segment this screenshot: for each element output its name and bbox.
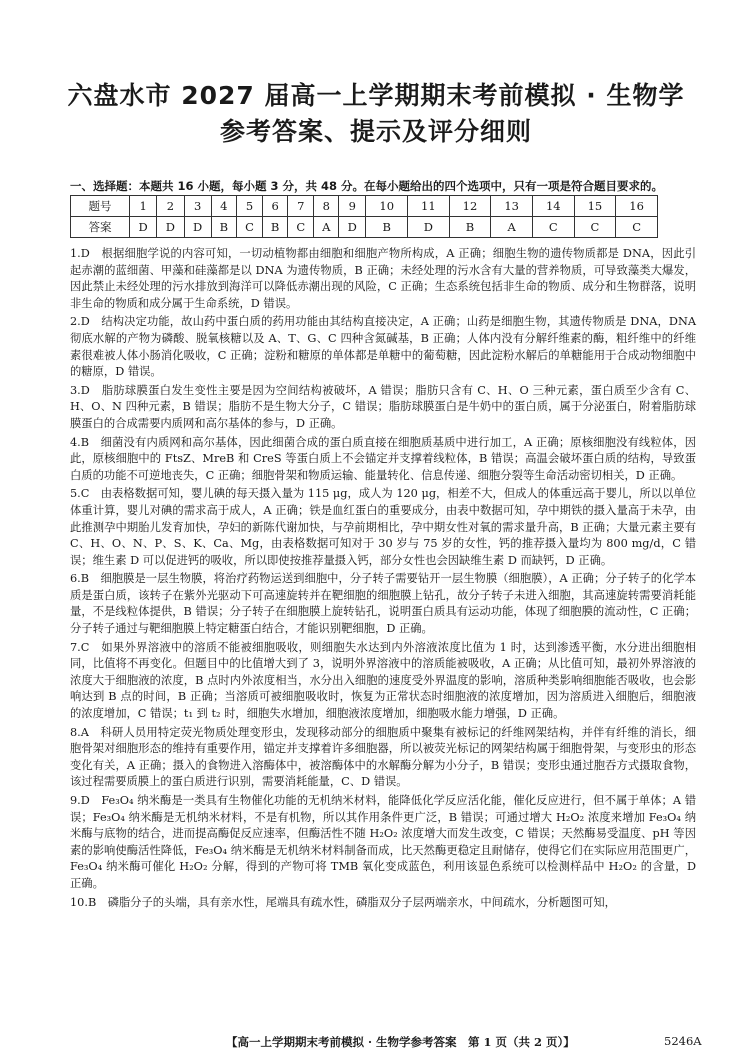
question-number: 2 xyxy=(157,196,184,217)
answer-cell: D xyxy=(408,217,450,238)
answer-cell: C xyxy=(288,217,314,238)
answer-cell: A xyxy=(314,217,339,238)
question-number: 7 xyxy=(288,196,314,217)
question-number: 8 xyxy=(314,196,339,217)
answer-cell: A xyxy=(491,217,533,238)
question-number: 10 xyxy=(366,196,408,217)
question-number: 15 xyxy=(574,196,616,217)
question-number: 5 xyxy=(236,196,262,217)
answer-cell: C xyxy=(574,217,616,238)
answer-cell: B xyxy=(449,217,491,238)
answer-cell: D xyxy=(130,217,157,238)
footer-page-info: 【高一上学期期末考前模拟 · 生物学参考答案 第 1 页（共 2 页）】 xyxy=(226,1035,575,1049)
question-number: 14 xyxy=(532,196,574,217)
question-number: 11 xyxy=(408,196,450,217)
explanation-item: 4.B 细菌没有内质网和高尔基体，因此细菌合成的蛋白质直接在细胞质基质中进行加工，A 正确；原核细胞没有线粒体，因此，原核细胞中的 FtsZ、MreB 和 CreS 等蛋白质上不会锚定并支撑着线粒体，B 错误；高温会破坏蛋白质的结构，导致蛋白质的功能不可逆地丧失，C 正确；细胞骨架和物质运输、能量转化、信息传递、细胞分裂等生命活动密切相关，D 正确。 xyxy=(70,435,696,482)
question-number: 16 xyxy=(616,196,658,217)
question-number: 13 xyxy=(491,196,533,217)
answer-cell: C xyxy=(532,217,574,238)
answer-cell: B xyxy=(211,217,236,238)
explanation-item: 7.C 如果外界溶液中的溶质不能被细胞吸收，则细胞失水达到内外溶液浓度比值为 1 时，达到渗透平衡，水分进出细胞相同，比值将不再变化。但题目中的比值增大到了 3，说明外界溶液中的溶质能被吸收，A 正确；从比值可知，最初外界溶液的浓度大于细胞液的浓度，B 点时内外浓度相当，水分出入细胞的速度受外界温度的影响，溶质种类影响细胞能否吸收，也会影响达到 B 点的时间，B 正确；当溶质可被细胞吸收时，恢复为正常状态时细胞液的浓度增加，因为溶质进入细胞后，细胞液的浓度增加，C 错误；t₁ 到 t₂ 时，细胞失水增加，细胞液浓度增加，细胞吸水能力增强，D 正确。 xyxy=(70,640,696,721)
explanation-item: 1.D 根据细胞学说的内容可知，一切动植物都由细胞和细胞产物所构成，A 正确；细胞生物的遗传物质都是 DNA，因此引起赤潮的蓝细菌、甲藻和硅藻都是以 DNA 为遗传物质，B 正确；未经处理的污水含有大量的营养物质，可导致藻类大爆发，因此禁止未经处理的污水排放到海洋可以降低赤潮出现的风险，C 正确；生态系统包括非生命的物质、成分和生物群落，说明非生命的物质和成分属于生命系统，D 错误。 xyxy=(70,247,696,310)
explanation-item: 9.D Fe₃O₄ 纳米酶是一类具有生物催化功能的无机纳米材料，能降低化学反应活化能，催化反应进行，但不属于单体；A 错误；Fe₃O₄ 纳米酶是无机纳米材料，不是有机物，所以其作用条件更广泛，B 错误；可通过增大 H₂O₂ 浓度来增加 Fe₃O₄ 纳米酶与底物的结合，进而提高酶促反应速率，但酶活性不随 H₂O₂ 浓度增大而发生改变，C 错误；天然酶易受温度、pH 等因素的影响使酶活性降低，Fe₃O₄ 纳米酶是无机纳米材料制备而成，比天然酶更稳定且耐储存，使得它们在实际应用范围更广，Fe₃O₄ 纳米酶可催化 H₂O₂ 分解，得到的产物可将 TMB 氧化变成蓝色，利用该显色系统可以检测样品中 H₂O₂ 的含量，D 正确。 xyxy=(70,794,696,890)
explanation-item: 5.C 由表格数据可知，婴儿碘的每天摄入量为 115 μg，成人为 120 μg，相差不大，但成人的体重远高于婴儿，所以以单位体重计算，婴儿对碘的需求高于成人，A 正确；铁是血红蛋白的重要成分，由表中数据可知，孕中期铁的摄入量高于未孕，由此推测孕中期胎儿发育加快，孕妇的新陈代谢加快，与孕前期相比，孕中期女性对氧的需求量升高，B 正确；大量元素主要有 C、H、O、N、P、S、K、Ca、Mg，由表格数据可知对于 30 岁与 75 岁的女性，钙的推荐摄入量均为 800 mg/d，C 错误；维生素 D 可以促进钙的吸收，所以即使按推荐量摄入钙，部分女性也会因缺维生素 D 而缺钙，D 正确。 xyxy=(70,487,696,567)
answer-cell: C xyxy=(616,217,658,238)
answer-cell: C xyxy=(236,217,262,238)
explanation-item: 3.D 脂肪球膜蛋白发生变性主要是因为空间结构被破坏，A 错误；脂肪只含有 C、H、O 三种元素，蛋白质至少含有 C、H、O、N 四种元素，B 错误；脂肪不是生物大分子，C 错误；脂肪球膜蛋白是牛奶中的蛋白质，属于分泌蛋白，附着脂肪球膜蛋白的合成需要内质网和高尔基体的参与，D 正确。 xyxy=(70,383,696,430)
answer-table xyxy=(70,195,658,238)
answer-cell: D xyxy=(184,217,211,238)
explanation-item: 2.D 结构决定功能，故山药中蛋白质的药用功能由其结构直接决定，A 正确；山药是细胞生物，其遗传物质是 DNA，DNA 彻底水解的产物为磷酸、脱氧核糖以及 A、T、G、C 四种含氮碱基，B 正确；人体内没有分解纤维素的酶，粗纤维中的纤维素很难被人体小肠消化吸收，C 正确；淀粉和糖原的单体都是单糖中的葡萄糖，因此淀粉水解后的单糖能用于合成动物细胞中的糖原，D 错误。 xyxy=(70,315,696,379)
question-number: 6 xyxy=(263,196,288,217)
answer-cell: D xyxy=(339,217,366,238)
explanation-item: 8.A 科研人员用特定荧光物质处理变形虫，发现移动部分的细胞质中聚集有被标记的纤维网架结构，并伴有纤维的消长，细胞骨架对细胞形态的维持有重要作用，锚定并支撑着许多细胞器，所以被荧光标记的网架结构属于细胞骨架，与变形虫的形态变化有关，A 正确；摄入的食物进入溶酶体中，被溶酶体中的水解酶分解为小分子，B 错误；变形虫通过胞吞方式摄取食物，该过程需要质膜上的蛋白质进行识别，需要消耗能量，C、D 错误。 xyxy=(70,725,696,789)
section-heading: 一、选择题：本题共 16 小题，每小题 3 分，共 48 分。在每小题给出的四个选项中，只有一项是符合题目要求的。 xyxy=(70,179,664,193)
answer-cell: B xyxy=(263,217,288,238)
explanation-item: 10.B 磷脂分子的头端，具有亲水性，尾端具有疏水性，磷脂双分子层两端亲水，中间疏水，分析题图可知， xyxy=(70,895,616,909)
row-label-answer: 答案 xyxy=(71,217,130,238)
answer-cell: D xyxy=(157,217,184,238)
footer-code: 5246A xyxy=(664,1034,702,1048)
row-label-question: 题号 xyxy=(71,196,130,217)
question-number: 9 xyxy=(339,196,366,217)
question-number-row xyxy=(71,196,658,217)
explanations-list xyxy=(70,246,696,913)
document-title: 六盘水市 2027 届高一上学期期末考前模拟 · 生物学 xyxy=(67,81,685,110)
question-number: 12 xyxy=(449,196,491,217)
question-number: 4 xyxy=(211,196,236,217)
question-number: 3 xyxy=(184,196,211,217)
document-subtitle: 参考答案、提示及评分细则 xyxy=(219,117,532,146)
question-number: 1 xyxy=(130,196,157,217)
answer-cell: B xyxy=(366,217,408,238)
explanation-item: 6.B 细胞膜是一层生物膜，将治疗药物运送到细胞中，分子转子需要钻开一层生物膜（细胞膜），A 正确；分子转子的化学本质是蛋白质，该转子在紫外光驱动下可高速旋转并在靶细胞的细胞膜上钻孔，故分子转子未进入细胞，其高速旋转需要消耗能量，不是线粒体提供，B 错误；分子转子在细胞膜上旋转钻孔，说明蛋白质具有运动功能，体现了细胞膜的流动性，C 正确；分子转子通过与靶细胞膜上特定糖蛋白结合，才能识别靶细胞，D 正确。 xyxy=(70,572,696,636)
answer-row xyxy=(71,217,658,238)
